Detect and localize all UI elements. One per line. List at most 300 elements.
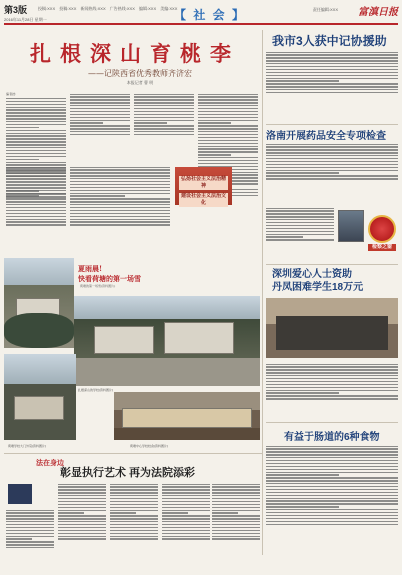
text-line: [212, 504, 260, 505]
text-line: [110, 521, 158, 522]
text-line: [6, 153, 66, 154]
text-line: [6, 219, 66, 220]
text-line: [6, 195, 39, 196]
text-line: [266, 222, 334, 223]
text-line: [110, 512, 136, 513]
text-line: [6, 109, 66, 110]
text-line: [266, 66, 398, 67]
text-line: [70, 96, 130, 97]
text-line: [266, 472, 398, 473]
text-line: [266, 75, 398, 76]
text-line: [266, 466, 398, 467]
text-line: [266, 518, 398, 519]
text-line: [266, 446, 398, 447]
text-line: [266, 236, 303, 237]
text-line: [70, 94, 130, 95]
text-line: [162, 536, 210, 537]
text-line: [6, 541, 54, 542]
photo-school-panorama: [74, 296, 260, 386]
page-header: [4, 3, 398, 25]
photo-building: [94, 326, 154, 354]
text-line: [6, 530, 54, 531]
text-line: [134, 96, 194, 97]
text-line: [198, 102, 258, 103]
text-line: [266, 161, 398, 162]
text-line: [70, 134, 130, 135]
text-line: [266, 239, 334, 240]
text-line: [6, 538, 32, 539]
text-line: [6, 184, 66, 185]
text-line: [6, 130, 66, 131]
text-line: [212, 489, 260, 490]
text-line: [266, 364, 398, 365]
text-line: [6, 172, 66, 173]
photo-caption: 荷塘中心学校校舍(资料图片): [130, 444, 168, 448]
text-line: [266, 503, 398, 504]
bottom-col1: [6, 508, 54, 570]
text-line: [110, 524, 158, 525]
text-line: [162, 484, 210, 485]
text-line: [266, 86, 398, 87]
text-line: [70, 99, 130, 100]
text-line: [266, 155, 398, 156]
text-line: [266, 398, 398, 399]
body-text: 编者按:: [6, 92, 17, 96]
text-line: [6, 138, 66, 139]
text-line: [70, 213, 170, 214]
text-line: [6, 112, 66, 113]
text-line: [134, 125, 194, 126]
text-line: [162, 533, 210, 534]
editor-info: 责任编辑:XXX: [312, 7, 338, 12]
text-line: [110, 484, 158, 485]
text-line: [70, 190, 170, 191]
text-line: [266, 489, 398, 490]
photo-school-gate: [4, 354, 76, 440]
text-line: [58, 524, 106, 525]
text-line: [198, 94, 258, 95]
text-line: [6, 190, 66, 191]
article-body-col6: [70, 165, 170, 260]
header-links: [38, 6, 180, 12]
text-line: [110, 510, 158, 511]
inspector-photo: [338, 210, 364, 242]
text-line: [70, 201, 170, 202]
text-line: [110, 486, 158, 487]
text-line: [198, 128, 258, 129]
text-line: [266, 92, 398, 93]
text-line: [70, 184, 170, 185]
text-line: [266, 451, 398, 452]
header-link[interactable]: 新闻热线:XXX: [80, 6, 106, 11]
text-line: [6, 118, 66, 119]
text-line: [58, 518, 106, 519]
text-line: [212, 515, 260, 516]
text-line: [6, 159, 39, 160]
text-line: [162, 507, 210, 508]
bottom-col5: [212, 482, 260, 570]
text-line: [6, 544, 54, 545]
text-line: [134, 131, 194, 132]
text-line: [198, 134, 258, 135]
text-line: [70, 204, 170, 205]
text-line: [162, 512, 188, 513]
badge-label: 检察之窗: [368, 244, 396, 251]
right-article-body: [266, 362, 398, 420]
photo-caption: 扎根深山的学校(资料图片): [78, 388, 113, 392]
text-line: [162, 498, 210, 499]
page-label: 第3版: [4, 5, 28, 15]
article-title: 扎根深山育桃李: [30, 43, 240, 66]
right-divider: [266, 124, 398, 125]
text-line: [6, 510, 54, 511]
text-line: [110, 489, 158, 490]
text-line: [266, 384, 398, 385]
text-line: [266, 474, 339, 475]
text-line: [162, 510, 210, 511]
text-line: [266, 175, 398, 176]
text-line: [6, 193, 66, 194]
text-line: [110, 533, 158, 534]
text-line: [58, 527, 106, 528]
text-line: [110, 492, 158, 493]
text-line: [198, 117, 258, 118]
text-line: [6, 133, 66, 134]
text-line: [6, 156, 66, 157]
text-line: [266, 216, 334, 217]
text-line: [162, 489, 210, 490]
text-line: [58, 536, 106, 537]
text-line: [162, 538, 210, 539]
text-line: [266, 219, 334, 220]
text-line: [6, 141, 66, 142]
text-line: [266, 178, 398, 179]
text-line: [198, 146, 258, 147]
text-line: [6, 198, 66, 199]
text-line: [58, 538, 106, 539]
text-line: [162, 515, 210, 516]
header-link[interactable]: 投稿:XXX: [59, 6, 77, 11]
text-line: [6, 147, 66, 148]
issue-date: 2016年11月28日 星期一: [4, 17, 47, 22]
text-line: [212, 484, 260, 485]
text-line: [6, 98, 66, 99]
text-line: [6, 169, 66, 170]
text-line: [110, 530, 158, 531]
newspaper-logo: 富滇日报: [358, 7, 398, 18]
text-line: [70, 193, 170, 194]
text-line: [6, 150, 66, 151]
text-line: [134, 108, 194, 109]
text-line: [70, 221, 170, 222]
text-line: [6, 207, 66, 208]
photo-ground: [114, 428, 260, 440]
photo-building: [122, 408, 252, 428]
text-line: [58, 507, 106, 508]
text-line: [70, 224, 170, 225]
text-line: [70, 169, 170, 170]
text-line: [266, 52, 398, 53]
text-line: [6, 224, 66, 225]
text-line: [6, 178, 66, 179]
text-line: [266, 486, 398, 487]
text-line: [70, 105, 130, 106]
text-line: [70, 111, 130, 112]
text-line: [6, 221, 66, 222]
right-article-body: [266, 444, 398, 570]
text-line: [212, 501, 260, 502]
text-line: [266, 392, 339, 393]
text-line: [70, 210, 170, 211]
photo-people: [276, 316, 388, 350]
text-line: [134, 105, 194, 106]
text-line: [6, 187, 66, 188]
text-line: [162, 495, 210, 496]
text-line: [266, 210, 334, 211]
text-line: [266, 387, 398, 388]
header-link[interactable]: 编辑:XXX: [139, 6, 157, 11]
text-line: [70, 122, 103, 123]
text-line: [198, 151, 258, 152]
text-line: [6, 175, 66, 176]
text-line: [110, 498, 158, 499]
text-line: [266, 158, 398, 159]
text-line: [266, 78, 398, 79]
text-line: [162, 524, 210, 525]
photo-ground: [74, 358, 260, 386]
text-line: [266, 54, 398, 55]
text-line: [134, 122, 167, 123]
photo-building: [14, 396, 64, 420]
right-article-body: [266, 142, 398, 202]
right-article-title: 洛南开展药品安全专项检查: [266, 131, 386, 142]
text-line: [162, 492, 210, 493]
header-link[interactable]: 广告热线:XXX: [109, 6, 135, 11]
text-line: [6, 216, 66, 217]
text-line: [70, 125, 130, 126]
photo-donation: [266, 298, 398, 358]
text-line: [70, 108, 130, 109]
header-link[interactable]: 美编:XXX: [160, 6, 178, 11]
text-line: [134, 117, 194, 118]
text-line: [266, 375, 398, 376]
text-line: [212, 510, 260, 511]
text-line: [266, 80, 339, 81]
text-line: [110, 495, 158, 496]
text-line: [110, 501, 158, 502]
text-line: [58, 504, 106, 505]
emblem-icon: [368, 215, 396, 243]
text-line: [6, 210, 66, 211]
text-line: [212, 498, 260, 499]
text-line: [70, 198, 170, 199]
text-line: [58, 515, 106, 516]
text-line: [134, 99, 194, 100]
text-line: [58, 489, 106, 490]
text-line: [266, 234, 334, 235]
right-article-title: 有益于肠道的6种食物: [284, 432, 380, 443]
text-line: [266, 170, 398, 171]
text-line: [266, 228, 334, 229]
text-line: [212, 492, 260, 493]
text-line: [266, 524, 398, 525]
text-line: [266, 521, 398, 522]
text-line: [212, 527, 260, 528]
text-line: [134, 102, 194, 103]
text-line: [266, 515, 398, 516]
text-line: [110, 507, 158, 508]
text-line: [58, 498, 106, 499]
text-line: [198, 96, 258, 97]
right-article-body: [266, 50, 398, 120]
right-divider: [266, 422, 398, 423]
text-line: [110, 527, 158, 528]
text-line: [70, 120, 130, 121]
text-line: [6, 121, 66, 122]
text-line: [70, 117, 130, 118]
text-line: [6, 547, 54, 548]
text-line: [212, 530, 260, 531]
text-line: [6, 515, 54, 516]
text-line: [212, 521, 260, 522]
text-line: [212, 486, 260, 487]
text-line: [6, 127, 39, 128]
text-line: [266, 72, 398, 73]
text-line: [70, 102, 130, 103]
article-body-col3: [134, 92, 194, 162]
text-line: [162, 530, 210, 531]
text-line: [162, 501, 210, 502]
photo-mountain-school: [4, 258, 74, 348]
text-line: [266, 57, 398, 58]
text-line: [198, 143, 258, 144]
poster-line: 建设社会主义法治文化: [180, 193, 226, 206]
text-line: [134, 134, 194, 135]
text-line: [266, 492, 398, 493]
bottom-tag: 法在身边: [36, 458, 64, 467]
text-line: [110, 538, 158, 539]
text-line: [212, 512, 238, 513]
poster-line: 弘扬社会主义法治精神: [180, 176, 226, 189]
text-line: [134, 111, 194, 112]
text-line: [266, 448, 398, 449]
text-line: [70, 181, 170, 182]
bottom-col2: [58, 482, 106, 570]
text-line: [198, 108, 258, 109]
text-line: [266, 167, 398, 168]
text-line: [110, 536, 158, 537]
right-article-body: [266, 206, 334, 262]
text-line: [198, 114, 258, 115]
text-line: [212, 524, 260, 525]
text-line: [266, 506, 339, 507]
text-line: [266, 460, 398, 461]
text-line: [6, 512, 54, 513]
text-line: [266, 395, 398, 396]
text-line: [266, 213, 334, 214]
text-line: [198, 148, 258, 149]
text-line: [212, 495, 260, 496]
text-line: [6, 533, 54, 534]
text-line: [58, 510, 106, 511]
text-line: [70, 195, 125, 196]
bottom-article-title: 彰显执行艺术 再为法院添彩: [60, 467, 196, 479]
text-line: [6, 204, 66, 205]
article-body-col5: [6, 165, 66, 260]
text-line: [266, 480, 398, 481]
text-line: [266, 144, 398, 145]
photo-caption: 荷塘学校大门外景(资料图片): [8, 444, 46, 448]
text-line: [6, 536, 54, 537]
text-line: [198, 163, 258, 164]
text-line: [198, 120, 258, 121]
right-divider: [266, 264, 398, 265]
legal-poster: [175, 167, 232, 205]
text-line: [266, 83, 398, 84]
text-line: [198, 140, 258, 141]
text-line: [266, 63, 398, 64]
text-line: [198, 160, 258, 161]
text-line: [6, 521, 54, 522]
text-line: [266, 477, 398, 478]
text-line: [6, 518, 54, 519]
header-link[interactable]: 投稿:XXX: [38, 6, 56, 11]
text-line: [6, 115, 66, 116]
text-line: [6, 104, 66, 105]
text-line: [266, 495, 398, 496]
callout-headline: 夏雨晨! 快看荷塘的第一场雪: [78, 264, 141, 283]
text-line: [198, 157, 258, 158]
text-line: [266, 512, 398, 513]
text-line: [198, 122, 231, 123]
text-line: [70, 178, 170, 179]
bottom-col4: [162, 482, 210, 570]
text-line: [110, 518, 158, 519]
text-line: [58, 501, 106, 502]
text-line: [58, 533, 106, 534]
photo-building: [164, 322, 234, 354]
text-line: [162, 504, 210, 505]
text-line: [212, 518, 260, 519]
article-subtitle: ——记陕西省优秀教师齐济宏: [88, 69, 192, 78]
text-line: [266, 378, 398, 379]
text-line: [110, 504, 158, 505]
right-article-title: 深圳爱心人士资助 丹凤困难学生18万元: [272, 269, 364, 293]
text-line: [70, 187, 170, 188]
text-line: [266, 225, 334, 226]
text-line: [266, 172, 339, 173]
text-line: [162, 521, 210, 522]
text-line: [212, 533, 260, 534]
text-line: [70, 172, 170, 173]
text-line: [58, 484, 106, 485]
text-line: [70, 114, 130, 115]
text-line: [134, 128, 194, 129]
text-line: [266, 89, 398, 90]
text-line: [58, 530, 106, 531]
text-line: [266, 463, 398, 464]
text-line: [6, 101, 66, 102]
text-line: [212, 536, 260, 537]
text-line: [266, 152, 398, 153]
text-line: [266, 208, 334, 209]
text-line: [6, 135, 66, 136]
text-line: [6, 181, 66, 182]
text-line: [266, 231, 334, 232]
text-line: [266, 149, 398, 150]
text-line: [6, 162, 66, 163]
text-line: [198, 105, 258, 106]
